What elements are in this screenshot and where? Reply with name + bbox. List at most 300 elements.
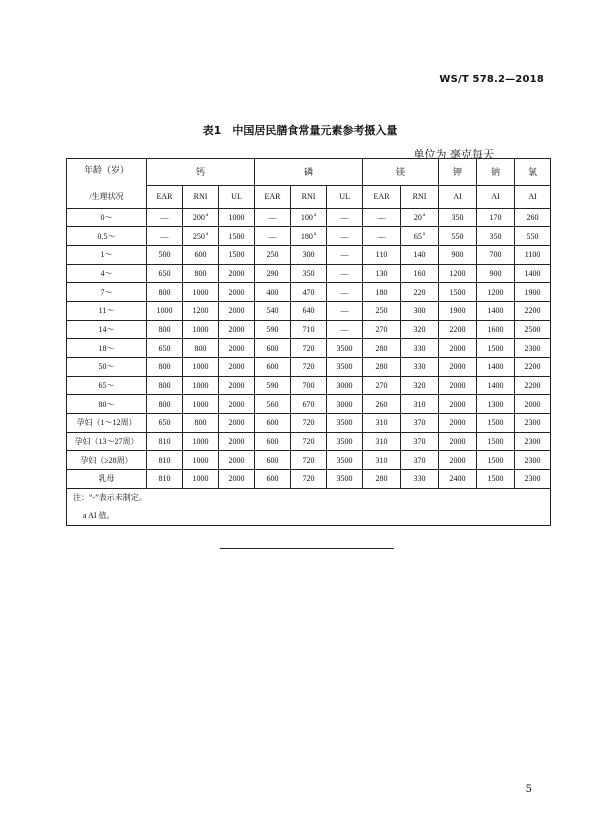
cell-value: 650: [158, 418, 171, 428]
table-cell: [291, 451, 327, 470]
cell-value: 1900: [449, 306, 466, 316]
cell-value: —: [377, 231, 386, 241]
table-cell: [401, 264, 439, 283]
table-cell: [439, 358, 477, 377]
cell-value: 2000: [228, 399, 245, 409]
cell-value: 220: [413, 287, 426, 297]
table-cell: [291, 358, 327, 377]
group-header-chlorine: 氯: [515, 159, 551, 186]
table-cell: [327, 301, 363, 320]
cell-value: 800: [158, 287, 171, 297]
table-cell: [327, 227, 363, 246]
table-row: [67, 227, 551, 246]
cell-value: 720: [302, 343, 315, 353]
table-row: [67, 283, 551, 302]
cell-value: 1000: [192, 362, 209, 372]
cell-value: 600: [266, 474, 279, 484]
table-cell: [291, 339, 327, 358]
table-cell: [327, 432, 363, 451]
row-age-label: 7～: [67, 283, 147, 302]
table-cell: [219, 301, 255, 320]
cell-value: 2400: [449, 474, 466, 484]
footnote-marker: a: [205, 231, 209, 237]
table-cell: [147, 301, 183, 320]
cell-value: 400: [266, 287, 279, 297]
cell-value: 65: [413, 231, 422, 241]
cell-value: 600: [266, 437, 279, 447]
table-cell: [147, 451, 183, 470]
table-cell: [401, 245, 439, 264]
table-cell: [327, 358, 363, 377]
table-cell: [291, 245, 327, 264]
cell-value: 2000: [449, 343, 466, 353]
row-age-label: 65～: [67, 376, 147, 395]
subheader: RNI: [401, 185, 439, 208]
row-age-label: 乳母: [67, 470, 147, 489]
subheader: EAR: [363, 185, 401, 208]
table-cell: [363, 376, 401, 395]
table-cell: [219, 376, 255, 395]
table-row: [67, 264, 551, 283]
cell-value: 1200: [192, 306, 209, 316]
cell-value: 310: [375, 455, 388, 465]
table-cell: [327, 208, 363, 227]
table-cell: [327, 245, 363, 264]
cell-value: 250: [192, 231, 205, 241]
table-cell: [515, 283, 551, 302]
table-cell: [439, 432, 477, 451]
table-cell: [363, 451, 401, 470]
table-cell: [183, 208, 219, 227]
footnote-marker: a: [422, 213, 426, 219]
page-number: 5: [525, 784, 532, 795]
cell-value: 2300: [524, 455, 541, 465]
cell-value: 1500: [449, 287, 466, 297]
cell-value: 720: [302, 418, 315, 428]
table-cell: [147, 339, 183, 358]
cell-value: 700: [302, 381, 315, 391]
cell-value: 330: [413, 474, 426, 484]
row-age-label: 11～: [67, 301, 147, 320]
table-cell: [401, 301, 439, 320]
group-header-calcium: 钙: [147, 159, 255, 186]
table-cell: [147, 208, 183, 227]
table-cell: [327, 470, 363, 489]
cell-value: 600: [266, 343, 279, 353]
cell-value: 700: [489, 250, 502, 260]
row-age-label: 14～: [67, 320, 147, 339]
cell-value: 310: [375, 437, 388, 447]
table-cell: [147, 358, 183, 377]
cell-value: 800: [194, 343, 207, 353]
cell-value: —: [340, 212, 349, 222]
cell-value: 160: [413, 268, 426, 278]
table-cell: [363, 283, 401, 302]
cell-value: 590: [266, 324, 279, 334]
standard-code: WS/T 578.2—2018: [439, 74, 544, 85]
cell-value: 2000: [228, 268, 245, 278]
table-cell: [363, 395, 401, 414]
footnote-marker: a: [205, 213, 209, 219]
table-cell: [291, 395, 327, 414]
subheader: AI: [515, 185, 551, 208]
table-cell: [147, 227, 183, 246]
cell-value: 350: [451, 212, 464, 222]
table-cell: [327, 451, 363, 470]
table-cell: [183, 227, 219, 246]
table-cell: [401, 320, 439, 339]
row-age-label: 1～: [67, 245, 147, 264]
footnote-marker: a: [422, 231, 426, 237]
cell-value: —: [340, 268, 349, 278]
table-cell: [327, 264, 363, 283]
cell-value: 720: [302, 362, 315, 372]
cell-value: 1000: [192, 474, 209, 484]
cell-value: 3500: [336, 362, 353, 372]
cell-value: 280: [375, 343, 388, 353]
cell-value: 2200: [524, 306, 541, 316]
cell-value: 290: [266, 268, 279, 278]
table-cell: [291, 432, 327, 451]
footnote-marker: a: [313, 213, 317, 219]
table-cell: [291, 227, 327, 246]
row-age-label: 0.5～: [67, 227, 147, 246]
table-cell: [363, 245, 401, 264]
cell-value: 550: [526, 231, 539, 241]
cell-value: 270: [375, 381, 388, 391]
cell-value: 670: [302, 399, 315, 409]
subheader: EAR: [147, 185, 183, 208]
cell-value: —: [160, 212, 169, 222]
cell-value: 2000: [228, 474, 245, 484]
table-cell: [477, 245, 515, 264]
cell-value: 1000: [156, 306, 173, 316]
row-age-label: 80～: [67, 395, 147, 414]
cell-value: 140: [413, 250, 426, 260]
table-cell: [515, 227, 551, 246]
cell-value: 1400: [487, 362, 504, 372]
table-cell: [439, 301, 477, 320]
cell-value: 260: [375, 399, 388, 409]
table-cell: [291, 301, 327, 320]
cell-value: 1000: [192, 324, 209, 334]
table-cell: [291, 376, 327, 395]
cell-value: 300: [413, 306, 426, 316]
cell-value: 320: [413, 381, 426, 391]
table-row: [67, 432, 551, 451]
table-cell: [477, 376, 515, 395]
table-cell: [363, 432, 401, 451]
table-cell: [255, 470, 291, 489]
unit-label: 单位为 毫克每天: [413, 148, 494, 161]
cell-value: 2000: [228, 306, 245, 316]
cell-value: 370: [413, 455, 426, 465]
age-header: 年龄（岁）: [67, 159, 147, 186]
cell-value: 3000: [336, 381, 353, 391]
table-cell: [255, 283, 291, 302]
table-cell: [147, 414, 183, 433]
table-cell: [401, 358, 439, 377]
table-row: [67, 320, 551, 339]
group-header-potassium: 钾: [439, 159, 477, 186]
table-cell: [327, 414, 363, 433]
table-cell: [255, 414, 291, 433]
cell-value: 3500: [336, 455, 353, 465]
cell-value: 260: [526, 212, 539, 222]
table-cell: [255, 264, 291, 283]
cell-value: 1200: [449, 268, 466, 278]
cell-value: 2200: [449, 324, 466, 334]
table-cell: [327, 376, 363, 395]
cell-value: 2000: [228, 324, 245, 334]
table-cell: [255, 245, 291, 264]
table-cell: [255, 376, 291, 395]
cell-value: 270: [375, 324, 388, 334]
cell-value: 2200: [524, 362, 541, 372]
table-cell: [219, 283, 255, 302]
table-cell: [363, 208, 401, 227]
table-cell: [401, 208, 439, 227]
cell-value: 1600: [487, 324, 504, 334]
table-cell: [515, 395, 551, 414]
cell-value: 1500: [228, 250, 245, 260]
table-cell: [363, 414, 401, 433]
cell-value: 470: [302, 287, 315, 297]
table-cell: [147, 395, 183, 414]
cell-value: 900: [451, 250, 464, 260]
table-cell: [255, 432, 291, 451]
end-rule: [220, 548, 394, 549]
cell-value: 1500: [487, 437, 504, 447]
table-cell: [439, 245, 477, 264]
cell-value: 1500: [487, 455, 504, 465]
cell-value: 2000: [449, 418, 466, 428]
table-cell: [439, 451, 477, 470]
table-cell: [363, 301, 401, 320]
table-cell: [477, 339, 515, 358]
table-cell: [515, 339, 551, 358]
table-cell: [515, 358, 551, 377]
table-cell: [439, 283, 477, 302]
cell-value: 2000: [449, 455, 466, 465]
table-row: [67, 395, 551, 414]
table-cell: [515, 414, 551, 433]
cell-value: 720: [302, 455, 315, 465]
cell-value: 2500: [524, 324, 541, 334]
header-row-groups: [67, 159, 551, 186]
cell-value: 250: [266, 250, 279, 260]
table-row: [67, 470, 551, 489]
table-cell: [477, 264, 515, 283]
table-cell: [291, 470, 327, 489]
table-row: [67, 376, 551, 395]
table-cell: [327, 283, 363, 302]
cell-value: 650: [158, 268, 171, 278]
cell-value: 1400: [487, 381, 504, 391]
table-cell: [255, 451, 291, 470]
cell-value: 280: [375, 474, 388, 484]
cell-value: 1000: [192, 287, 209, 297]
cell-value: 1900: [524, 287, 541, 297]
table-cell: [439, 395, 477, 414]
cell-value: 130: [375, 268, 388, 278]
table-cell: [291, 264, 327, 283]
cell-value: 200: [192, 212, 205, 222]
table-cell: [477, 320, 515, 339]
table-cell: [363, 339, 401, 358]
cell-value: 810: [158, 455, 171, 465]
table-cell: [147, 264, 183, 283]
cell-value: 1000: [192, 399, 209, 409]
cell-value: —: [377, 212, 386, 222]
table-cell: [291, 208, 327, 227]
table-row: [67, 358, 551, 377]
table-cell: [255, 208, 291, 227]
table-cell: [291, 414, 327, 433]
table-cell: [515, 432, 551, 451]
table-cell: [477, 451, 515, 470]
row-age-label: 50～: [67, 358, 147, 377]
cell-value: 600: [266, 418, 279, 428]
cell-value: 540: [266, 306, 279, 316]
table-row: [67, 414, 551, 433]
row-age-label: 4～: [67, 264, 147, 283]
subheader: RNI: [183, 185, 219, 208]
table-cell: [183, 470, 219, 489]
table-cell: [363, 227, 401, 246]
physiological-status-header: /生理状况: [67, 185, 147, 208]
cell-value: 1000: [192, 455, 209, 465]
cell-value: 310: [413, 399, 426, 409]
table-cell: [401, 432, 439, 451]
table-cell: [183, 432, 219, 451]
cell-value: 2000: [228, 418, 245, 428]
cell-value: 1300: [487, 399, 504, 409]
row-age-label: 18～: [67, 339, 147, 358]
cell-value: 310: [375, 418, 388, 428]
table-cell: [183, 451, 219, 470]
table-cell: [147, 470, 183, 489]
cell-value: 370: [413, 418, 426, 428]
cell-value: 800: [194, 418, 207, 428]
cell-value: 2000: [449, 381, 466, 391]
table-cell: [401, 227, 439, 246]
cell-value: 250: [375, 306, 388, 316]
table-cell: [439, 470, 477, 489]
cell-value: 2000: [228, 455, 245, 465]
table-cell: [439, 320, 477, 339]
cell-value: 600: [266, 455, 279, 465]
cell-value: 1200: [487, 287, 504, 297]
table-cell: [147, 376, 183, 395]
table-cell: [219, 245, 255, 264]
cell-value: 1000: [228, 212, 245, 222]
cell-value: 3000: [336, 399, 353, 409]
cell-value: 2300: [524, 474, 541, 484]
subheader: AI: [439, 185, 477, 208]
cell-value: 2000: [449, 362, 466, 372]
cell-value: 810: [158, 437, 171, 447]
cell-value: 350: [489, 231, 502, 241]
table-cell: [363, 320, 401, 339]
cell-value: 710: [302, 324, 315, 334]
note-ai-value: a AI 值。: [67, 507, 551, 526]
cell-value: 500: [158, 250, 171, 260]
cell-value: 590: [266, 381, 279, 391]
table-cell: [183, 376, 219, 395]
table-cell: [401, 414, 439, 433]
table-cell: [515, 470, 551, 489]
table-cell: [219, 395, 255, 414]
subheader: AI: [477, 185, 515, 208]
table-cell: [401, 283, 439, 302]
table-row: [67, 339, 551, 358]
cell-value: 560: [266, 399, 279, 409]
cell-value: —: [268, 231, 277, 241]
cell-value: 1500: [487, 418, 504, 428]
table-cell: [439, 339, 477, 358]
table-cell: [401, 451, 439, 470]
subheader: UL: [327, 185, 363, 208]
table-cell: [515, 264, 551, 283]
table-cell: [515, 245, 551, 264]
table-row: [67, 245, 551, 264]
cell-value: 640: [302, 306, 315, 316]
table-cell: [401, 376, 439, 395]
cell-value: 800: [158, 399, 171, 409]
table-cell: [477, 470, 515, 489]
table-cell: [477, 432, 515, 451]
header-row-subheaders: [67, 185, 551, 208]
table-cell: [401, 395, 439, 414]
cell-value: 800: [158, 362, 171, 372]
table-cell: [401, 470, 439, 489]
table-cell: [477, 227, 515, 246]
table-cell: [327, 320, 363, 339]
cell-value: 1400: [487, 306, 504, 316]
table-cell: [515, 208, 551, 227]
cell-value: 650: [158, 343, 171, 353]
table-cell: [183, 283, 219, 302]
table-cell: [219, 358, 255, 377]
table-cell: [439, 208, 477, 227]
row-age-label: 孕妇（13～27周）: [67, 432, 147, 451]
table-cell: [255, 339, 291, 358]
table-cell: [477, 395, 515, 414]
table-cell: [363, 264, 401, 283]
table-cell: [183, 395, 219, 414]
table-cell: [327, 395, 363, 414]
cell-value: —: [340, 231, 349, 241]
table-cell: [183, 358, 219, 377]
table-cell: [219, 432, 255, 451]
table-cell: [147, 432, 183, 451]
table-cell: [291, 283, 327, 302]
cell-value: 810: [158, 474, 171, 484]
table-cell: [515, 376, 551, 395]
table-cell: [439, 414, 477, 433]
cell-value: 550: [451, 231, 464, 241]
table-cell: [477, 283, 515, 302]
table-cell: [219, 227, 255, 246]
table-cell: [255, 227, 291, 246]
cell-value: 2000: [228, 437, 245, 447]
table-cell: [477, 358, 515, 377]
group-header-sodium: 钠: [477, 159, 515, 186]
table-cell: [477, 414, 515, 433]
cell-value: 3500: [336, 343, 353, 353]
footnote-marker: a: [313, 231, 317, 237]
